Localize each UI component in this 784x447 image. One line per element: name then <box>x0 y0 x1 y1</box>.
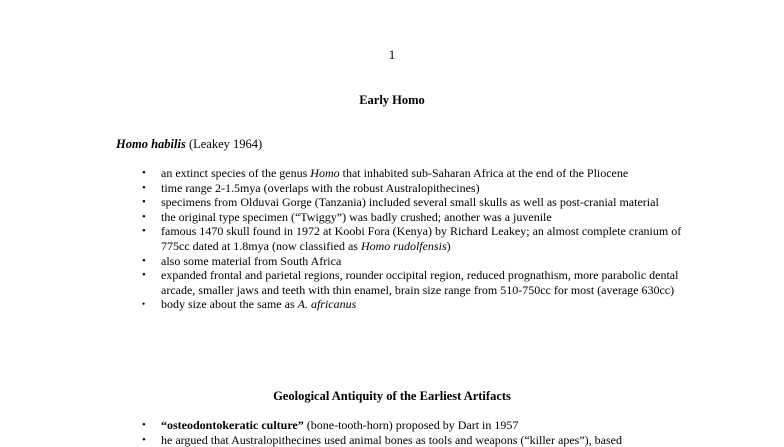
habilis-bullet-list <box>142 166 682 312</box>
list-item <box>142 210 682 225</box>
species-author: (Leakey 1964) <box>185 137 263 151</box>
list-item-text: ) <box>446 238 451 253</box>
heading-early-homo: Early Homo <box>359 93 425 107</box>
list-item <box>142 433 682 447</box>
list-item <box>142 268 682 297</box>
list-item-text: (bone-tooth-horn) proposed by Dart in 1957 <box>303 418 519 432</box>
species-name: Homo habilis <box>116 137 186 151</box>
bullet-icon: • <box>142 433 146 446</box>
bullet-icon: • <box>142 167 146 179</box>
bullet-icon: • <box>142 225 146 238</box>
list-item-text: he argued that Australopithecines used animal bones as tools and weapons (“killer apes”), based <box>161 432 622 447</box>
list-item <box>142 418 682 433</box>
list-item-text: expanded frontal and parietal regions, rounder occipital region, reduced prognathism, more parabolic dental arcade, smaller jaws and teeth with thin enamel, brain size range from 510-750cc for most (average 630cc) <box>161 268 679 297</box>
list-item <box>142 166 682 181</box>
heading-geological-antiquity: Geological Antiquity of the Earliest Artifacts <box>273 389 511 403</box>
list-item-text: famous 1470 skull found in 1972 at Koobi Fora (Kenya) by Richard Leakey; an almost complete cranium of 775cc dated at 1.8mya (now classified as <box>161 224 682 253</box>
list-item-text: specimens from Olduvai Gorge (Tanzania) included several small skulls as well as post-cranial material <box>161 195 659 210</box>
bullet-icon: • <box>142 196 146 209</box>
bullet-icon: • <box>142 419 146 431</box>
bullet-icon: • <box>142 254 146 267</box>
list-item <box>142 181 682 196</box>
list-item-text: that inhabited sub-Saharan Africa at the end of the Pliocene <box>339 166 629 180</box>
list-item-emphasis: A. africanus <box>297 297 357 312</box>
list-item <box>142 224 682 253</box>
geo-bullet-list <box>142 418 682 447</box>
list-item <box>142 297 682 312</box>
list-item <box>142 254 682 269</box>
page-number: 1 <box>388 47 396 62</box>
bullet-icon: • <box>142 210 146 223</box>
list-item-emphasis: Homo <box>310 166 340 180</box>
list-item-text: time range 2-1.5mya (overlaps with the robust Australopithecines) <box>161 180 480 195</box>
list-item-text: the original type specimen (“Twiggy”) was badly crushed; another was a juvenile <box>161 209 552 224</box>
list-item-text: also some material from South Africa <box>161 253 342 268</box>
list-item-emphasis: Homo rudolfensis <box>360 238 447 253</box>
bullet-icon: • <box>142 269 146 282</box>
list-item-text: body size about the same as <box>161 297 298 312</box>
section-title-homo-habilis <box>116 137 262 152</box>
bullet-icon: • <box>142 181 146 194</box>
list-item-text: an extinct species of the genus <box>161 166 311 180</box>
list-item <box>142 195 682 210</box>
list-item-strong: “osteodontokeratic culture” <box>161 418 304 432</box>
bullet-icon: • <box>142 299 146 310</box>
